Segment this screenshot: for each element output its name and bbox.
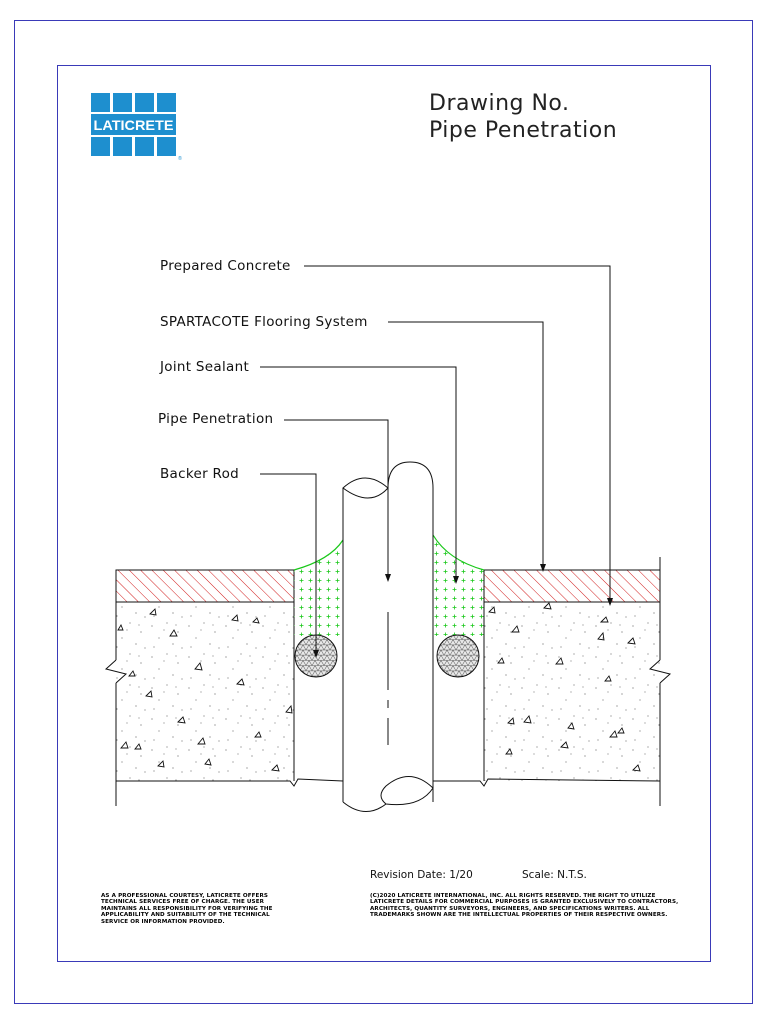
revision-date: Revision Date: 1/20 [370,869,473,881]
callout-backer-rod: Backer Rod [160,466,240,482]
drawing-title: Pipe Penetration [429,118,618,143]
callout-spartacote: SPARTACOTE Flooring System [160,314,368,330]
logo-registered-mark: ® [178,156,182,162]
callout-pipe-penetration: Pipe Penetration [158,411,274,427]
scale: Scale: N.T.S. [522,869,587,881]
copyright-text: (C)2020 LATICRETE INTERNATIONAL, INC. ALL RIGHTS RESERVED. THE RIGHT TO UTILIZE LATICRETE DETAILS FOR COMMERCIAL PURPOSES IS GRANTED EXCLUSIVELY TO CONTRACTORS, ARCHITECTS, QUANTITY SURVEYORS, ENGINEERS, AND SPECIFICATIONS WRITERS. ALL TRADEMARKS SHOWN ARE THE INTELLECTUAL PROPERTIES OF THEIR RESPECTIVE OWNERS. [370,893,679,919]
callout-joint-sealant: Joint Sealant [160,359,250,375]
callout-prepared-concrete: Prepared Concrete [160,258,291,274]
logo-text: LATICRETE [93,117,174,133]
drawing-number-title: Drawing No. [429,91,570,116]
disclaimer-text: AS A PROFESSIONAL COURTESY, LATICRETE OFFERS TECHNICAL SERVICES FREE OF CHARGE. THE USER MAINTAINS ALL RESPONSIBILITY FOR VERIFYING THE APPLICABILITY AND SUITABILITY OF THE TECHNICAL SERVICE OR INFORMATION PROVIDED. [101,893,273,925]
